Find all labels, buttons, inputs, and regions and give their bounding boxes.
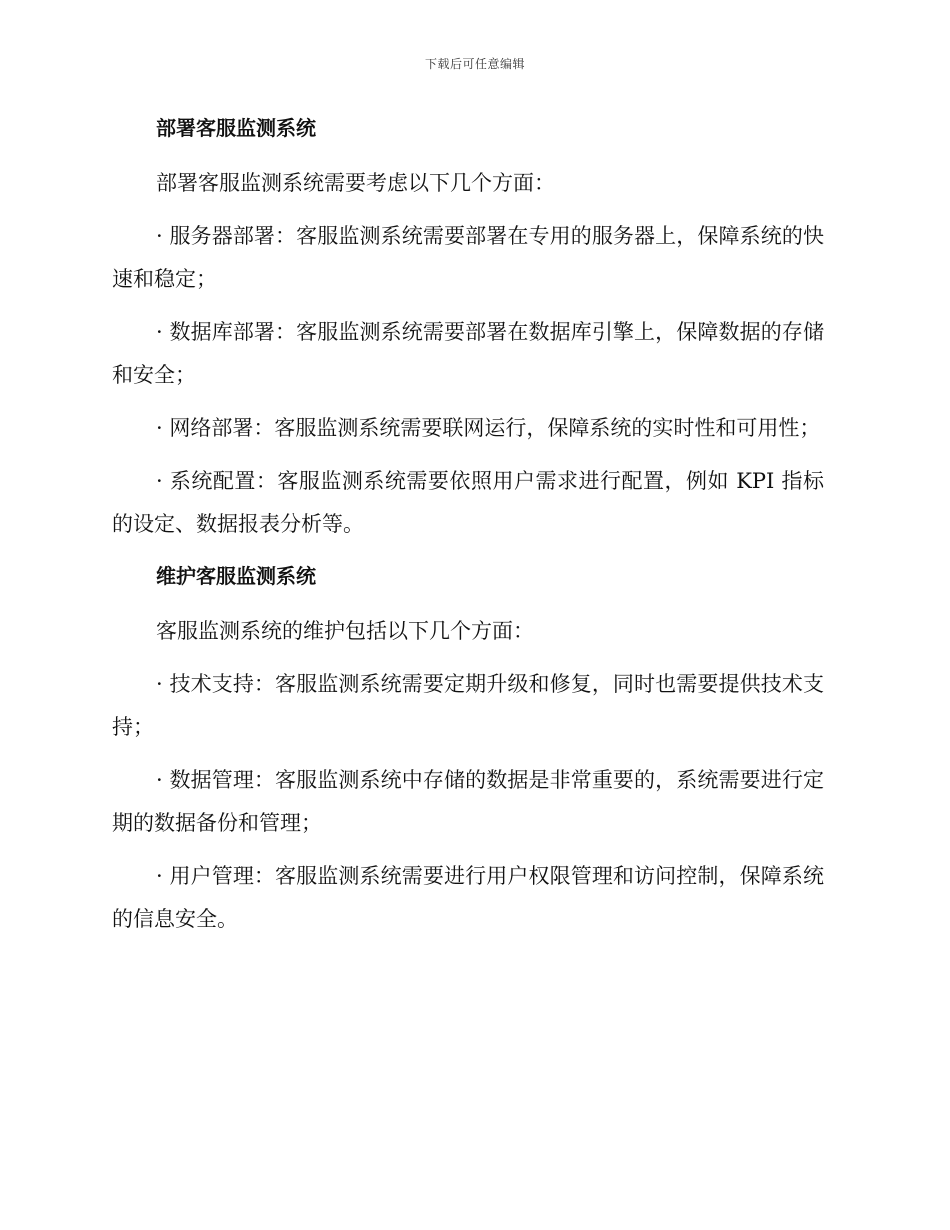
section-intro-deploy: 部署客服监测系统需要考虑以下几个方面： xyxy=(156,171,555,195)
list-item: · 用户管理：客服监测系统需要进行用户权限管理和访问控制，保障系统的信息安全。 xyxy=(112,864,824,931)
list-item: · 服务器部署：客服监测系统需要部署在专用的服务器上，保障系统的快速和稳定； xyxy=(112,224,824,291)
list-item: · 系统配置：客服监测系统需要依照用户需求进行配置，例如 KPI 指标的设定、数据报表分析等。 xyxy=(112,469,824,536)
list-item: · 数据库部署：客服监测系统需要部署在数据库引擎上，保障数据的存储和安全； xyxy=(112,320,824,387)
section-intro-maintain: 客服监测系统的维护包括以下几个方面： xyxy=(156,619,534,643)
page-header-note: 下载后可任意编辑 xyxy=(424,57,525,71)
list-item: · 数据管理：客服监测系统中存储的数据是非常重要的，系统需要进行定期的数据备份和管理； xyxy=(112,768,824,835)
section-heading-maintain: 维护客服监测系统 xyxy=(156,564,316,588)
list-item: · 技术支持：客服监测系统需要定期升级和修复，同时也需要提供技术支持； xyxy=(112,672,824,739)
section-heading-deploy: 部署客服监测系统 xyxy=(156,116,316,140)
list-item: · 网络部署：客服监测系统需要联网运行，保障系统的实时性和可用性； xyxy=(156,416,821,440)
document-body xyxy=(112,108,824,951)
